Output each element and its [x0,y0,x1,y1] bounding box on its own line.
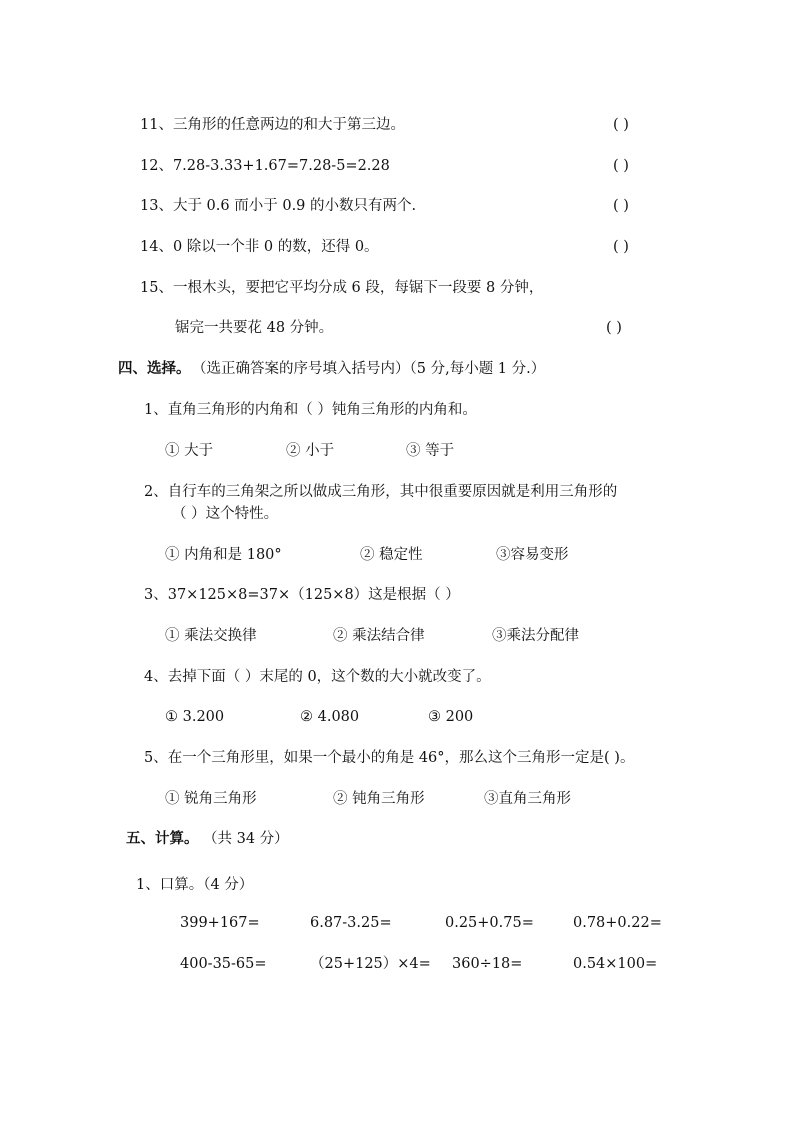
calc-item: （25+125）×4= [310,956,431,972]
choice-option-3c[interactable]: ③乘法分配律 [492,628,579,644]
answer-blank-15[interactable]: ( ) [606,320,622,336]
choice-question-4: 4、去掉下面（ ）末尾的 0，这个数的大小就改变了。 [144,669,491,685]
calc-item: 0.25+0.75= [445,915,534,931]
section-4-note: （选正确答案的序号填入括号内）（5 分,每小题 1 分.） [192,361,546,377]
choice-option-2a[interactable]: ① 内角和是 180° [165,547,282,563]
section-4-title: 四、选择。 [118,360,191,377]
choice-option-1c[interactable]: ③ 等于 [406,443,455,459]
choice-option-4c[interactable]: ③ 200 [428,709,474,725]
section-5-note: （共 34 分） [203,831,289,847]
judgement-item-13: 13、大于 0.6 而小于 0.9 的小数只有两个. [140,198,417,214]
choice-option-2b[interactable]: ② 稳定性 [360,547,423,563]
answer-blank-11[interactable]: ( ) [613,117,629,133]
answer-blank-13[interactable]: ( ) [613,198,629,214]
choice-option-1b[interactable]: ② 小于 [286,443,335,459]
judgement-item-15-cont: 锯完一共要花 48 分钟。 [175,320,334,336]
calc-item: 0.54×100= [573,956,658,972]
choice-question-3: 3、37×125×8=37×（125×8）这是根据（ ） [144,587,460,603]
calc-item: 400-35-65= [180,956,267,972]
choice-question-2-cont: （ ）这个特性。 [172,506,279,522]
judgement-item-12: 12、7.28-3.33+1.67=7.28-5=2.28 [140,158,390,174]
choice-question-1: 1、直角三角形的内角和（ ）钝角三角形的内角和。 [144,402,477,418]
calc-item: 399+167= [180,915,260,931]
choice-option-1a[interactable]: ① 大于 [165,443,214,459]
judgement-item-15: 15、一根木头，要把它平均分成 6 段，每锯下一段要 8 分钟， [140,280,544,296]
section-5-title: 五、计算。 [126,830,199,847]
choice-option-5a[interactable]: ① 锐角三角形 [165,791,257,807]
calc-item: 6.87-3.25= [310,915,392,931]
choice-option-3b[interactable]: ② 乘法结合律 [333,628,425,644]
answer-blank-14[interactable]: ( ) [613,239,629,255]
choice-option-5b[interactable]: ② 钝角三角形 [333,791,425,807]
judgement-item-14: 14、0 除以一个非 0 的数，还得 0。 [140,239,379,255]
choice-option-3a[interactable]: ① 乘法交换律 [165,628,257,644]
choice-option-4b[interactable]: ② 4.080 [300,709,360,725]
oral-calc-heading: 1、口算。（4 分） [136,877,254,893]
choice-option-2c[interactable]: ③容易变形 [496,547,569,563]
calc-item: 0.78+0.22= [573,915,662,931]
choice-question-2: 2、自行车的三角架之所以做成三角形，其中很重要原因就是利用三角形的 [144,484,618,500]
choice-question-5: 5、在一个三角形里，如果一个最小的角是 46°，那么这个三角形一定是( )。 [144,750,635,766]
choice-option-4a[interactable]: ① 3.200 [165,709,225,725]
judgement-item-11: 11、三角形的任意两边的和大于第三边。 [140,117,405,133]
choice-option-5c[interactable]: ③直角三角形 [484,791,571,807]
calc-item: 360÷18= [452,956,523,972]
answer-blank-12[interactable]: ( ) [613,158,629,174]
